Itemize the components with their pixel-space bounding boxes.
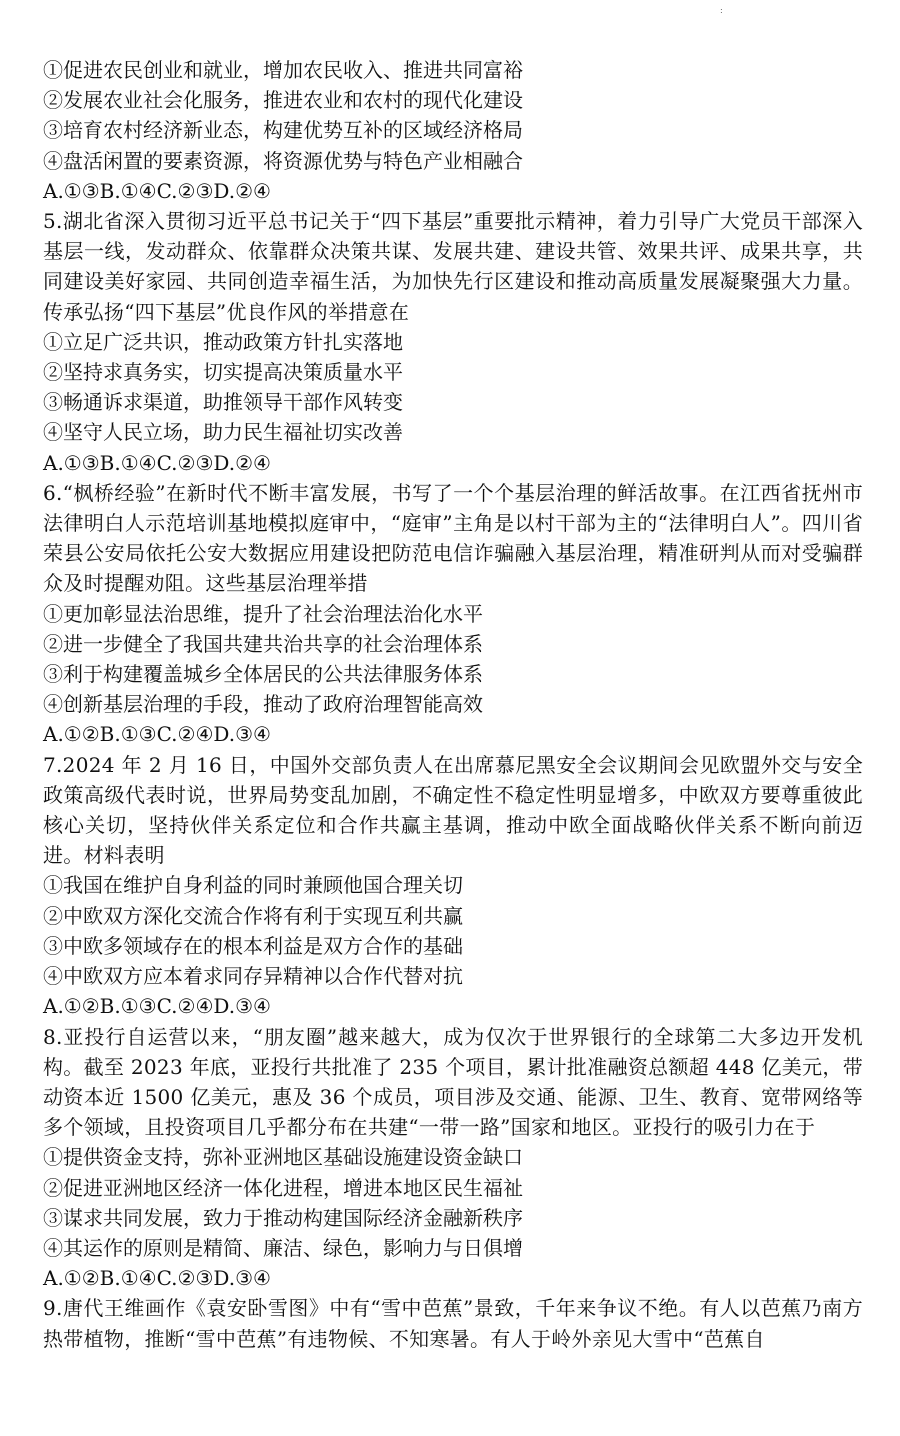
q6-option-1: ①更加彰显法治思维，提升了社会治理法治化水平 (43, 601, 483, 626)
q6-answer-choices (43, 719, 863, 749)
q5-answer-choices (43, 448, 863, 478)
q7-option-3: ③中欧多领域存在的根本利益是双方合作的基础 (43, 933, 463, 958)
q4-choice-a: A.①③ (43, 178, 100, 203)
q4-answer-choices (43, 176, 863, 206)
question-4 (43, 55, 863, 206)
q9-stem: 9.唐代王维画作《袁安卧雪图》中有“雪中芭蕉”景致，千年来争议不绝。有人以芭蕉乃南方热带植物，推断“雪中芭蕉”有违物候、不知寒暑。有人于岭外亲见大雪中“芭蕉自 (43, 1296, 863, 1351)
q7-option-2: ②中欧双方深化交流合作将有利于实现互利共赢 (43, 903, 463, 928)
q7-option-4: ④中欧双方应本着求同存异精神以合作代替对抗 (43, 964, 463, 989)
q7-choice-d: D.③④ (213, 994, 271, 1019)
q8-option-2: ②促进亚洲地区经济一体化进程，增进本地区民生福祉 (43, 1175, 523, 1200)
q6-choice-a: A.①② (43, 722, 100, 747)
q8-option-3: ③谋求共同发展，致力于推动构建国际经济金融新秩序 (43, 1205, 523, 1230)
q6-choice-d: D.③④ (213, 722, 271, 747)
q6-option-4: ④创新基层治理的手段，推动了政府治理智能高效 (43, 692, 483, 717)
q5-choice-a: A.①③ (43, 450, 100, 475)
q7-option-1: ①我国在维护自身利益的同时兼顾他国合理关切 (43, 873, 463, 898)
q6-choice-c: C.②④ (156, 722, 214, 747)
page-content (43, 55, 863, 1354)
q4-choice-b: B.①④ (99, 178, 157, 203)
question-7 (43, 750, 863, 1022)
q7-answer-choices (43, 991, 863, 1021)
q4-option-3: ③培育农村经济新业态，构建优势互补的区域经济格局 (43, 118, 523, 143)
question-8 (43, 1022, 863, 1294)
q8-choice-b: B.①④ (99, 1266, 157, 1291)
question-5 (43, 206, 863, 478)
q5-option-4: ④坚守人民立场，助力民生福祉切实改善 (43, 420, 403, 445)
q4-option-1: ①促进农民创业和就业，增加农民收入、推进共同富裕 (43, 58, 523, 82)
q8-stem: 8.亚投行自运营以来，“朋友圈”越来越大，成为仅次于世界银行的全球第二大多边开发机构。截至 2023 年底，亚投行共批准了 235 个项目，累计批准融资总额超 448 亿美元，带动资本近 1500 亿美元，惠及 36 个成员，项目涉及交通、能源、卫生、教育、宽带网络等多个领域，且投资项目几乎都分布在共建“一带一路”国家和地区。亚投行的吸引力在于 (43, 1024, 863, 1140)
q4-option-4: ④盘活闲置的要素资源，将资源优势与特色产业相融合 (43, 148, 523, 173)
q6-option-2: ②进一步健全了我国共建共治共享的社会治理体系 (43, 631, 483, 656)
q4-choice-c: C.②③ (156, 178, 214, 203)
corner-mark: : (720, 6, 723, 15)
q8-answer-choices (43, 1263, 863, 1293)
q8-choice-a: A.①② (43, 1266, 100, 1291)
q6-stem: 6.“枫桥经验”在新时代不断丰富发展，书写了一个个基层治理的鲜活故事。在江西省抚州市法律明白人示范培训基地模拟庭审中，“庭审”主角是以村干部为主的“法律明白人”。四川省荣县公安局依托公安大数据应用建设把防范电信诈骗融入基层治理，精准研判从而对受骗群众及时提醒劝阻。这些基层治理举措 (43, 480, 863, 596)
question-9 (43, 1293, 863, 1353)
q8-choice-d: D.③④ (213, 1266, 271, 1291)
q6-choice-b: B.①③ (99, 722, 157, 747)
q5-choice-b: B.①④ (99, 450, 157, 475)
q7-choice-c: C.②④ (156, 994, 214, 1019)
q5-option-1: ①立足广泛共识，推动政策方针扎实落地 (43, 329, 403, 354)
q8-choice-c: C.②③ (156, 1266, 214, 1291)
q7-choice-a: A.①② (43, 994, 100, 1019)
q4-option-2: ②发展农业社会化服务，推进农业和农村的现代化建设 (43, 88, 523, 113)
question-6 (43, 478, 863, 750)
q7-choice-b: B.①③ (99, 994, 157, 1019)
q6-option-3: ③利于构建覆盖城乡全体居民的公共法律服务体系 (43, 662, 483, 687)
q5-choice-c: C.②③ (156, 450, 214, 475)
q5-stem: 5.湖北省深入贯彻习近平总书记关于“四下基层”重要批示精神，着力引导广大党员干部深入基层一线，发动群众、依靠群众决策共谋、发展共建、建设共管、效果共评、成果共享，共同建设美好家园、共同创造幸福生活，为加快先行区建设和推动高质量发展凝聚强大力量。传承弘扬“四下基层”优良作风的举措意在 (43, 209, 863, 324)
q8-option-1: ①提供资金支持，弥补亚洲地区基础设施建设资金缺口 (43, 1145, 523, 1170)
q5-option-2: ②坚持求真务实，切实提高决策质量水平 (43, 360, 403, 385)
q8-option-4: ④其运作的原则是精简、廉洁、绿色，影响力与日俱增 (43, 1235, 523, 1260)
q4-choice-d: D.②④ (213, 178, 271, 203)
q5-option-3: ③畅通诉求渠道，助推领导干部作风转变 (43, 390, 403, 415)
q5-choice-d: D.②④ (213, 450, 271, 475)
q7-stem: 7.2024 年 2 月 16 日，中国外交部负责人在出席慕尼黑安全会议期间会见欧盟外交与安全政策高级代表时说，世界局势变乱加剧，不确定性不稳定性明显增多，中欧双方要尊重彼此核心关切，坚持伙伴关系定位和合作共赢主基调，推动中欧全面战略伙伴关系不断向前迈进。材料表明 (43, 752, 863, 868)
